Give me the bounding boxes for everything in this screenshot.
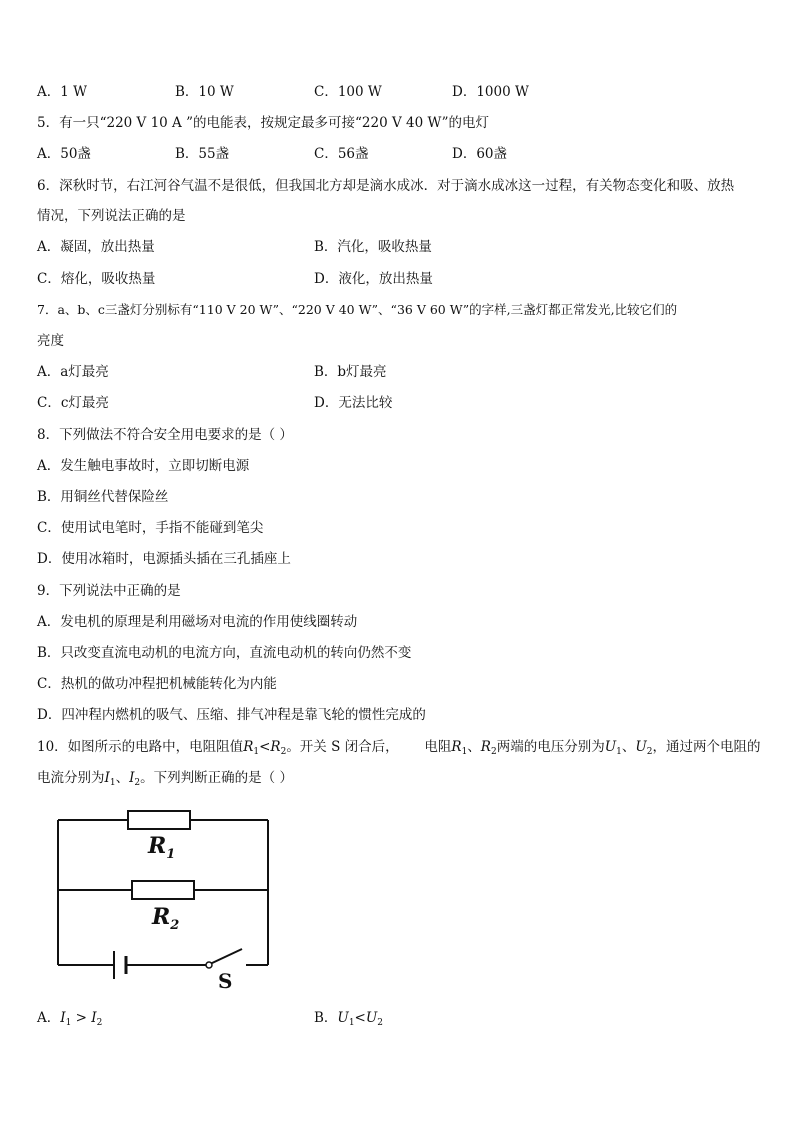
q10-r2-symbol: R xyxy=(270,739,281,755)
q10-stem-line2 xyxy=(37,768,293,793)
q10-comma-2: 、 xyxy=(621,739,636,755)
q6-option-d: D．液化，放出热量 xyxy=(314,271,433,287)
q10-r1-subscript: 1 xyxy=(253,747,260,757)
q4-option-a: A．1 W xyxy=(37,84,88,100)
q7-stem-line1: 7．a、b、c三盏灯分别标有“110 V 20 W”、“220 V 40 W”、“36 V 60 W”的字样,三盏灯都正常发光,比较它们的 xyxy=(37,302,678,317)
q10-i1-subscript: 1 xyxy=(109,778,116,788)
q10-option-a-sub1: 1 xyxy=(65,1018,72,1028)
q10-option-a xyxy=(37,1008,102,1033)
q10-option-b xyxy=(314,1008,383,1033)
q6-option-b: B．汽化，吸收热量 xyxy=(314,239,432,255)
q10-r1b-symbol: R xyxy=(451,739,462,755)
q10-u1-symbol: U xyxy=(604,739,617,755)
q10-r2b-symbol: R xyxy=(480,739,491,755)
q6-stem-line2: 情况，下列说法正确的是 xyxy=(37,208,186,224)
q10-stem-end: ，通过两个电阻的 xyxy=(652,739,761,755)
q5-option-d: D．60盏 xyxy=(452,146,508,162)
q8-option-c: C．使用试电笔时，手指不能碰到笔尖 xyxy=(37,520,264,536)
q7-option-a: A．a灯最亮 xyxy=(37,364,109,380)
q4-option-b: B．10 W xyxy=(175,84,234,100)
r2-resistor xyxy=(132,881,194,899)
r1-resistor xyxy=(128,811,190,829)
q7-stem-line2: 亮度 xyxy=(37,333,64,349)
r2-label-subscript: 2 xyxy=(170,918,180,933)
q7-option-b: B．b灯最亮 xyxy=(314,364,387,380)
q9-option-d: D．四冲程内燃机的吸气、压缩、排气冲程是靠飞轮的惯性完成的 xyxy=(37,707,426,723)
r1-label-subscript: 1 xyxy=(166,847,176,862)
q10-less-than: < xyxy=(259,739,271,755)
q10-option-b-prefix: B． xyxy=(314,1010,338,1026)
q10-u2-symbol: U xyxy=(635,739,647,755)
q10-option-a-prefix: A． xyxy=(37,1010,61,1026)
q10-option-a-gt: > xyxy=(71,1010,92,1026)
q10-i1-symbol: I xyxy=(104,770,110,786)
q5-option-c: C．56盏 xyxy=(314,146,369,162)
q10-option-a-sub2: 2 xyxy=(96,1018,103,1028)
q7-option-c: C．c灯最亮 xyxy=(37,395,109,411)
q10-option-b-u1: U xyxy=(337,1010,349,1026)
q10-r1-symbol: R xyxy=(243,739,254,755)
q10-stem-tail: 两端的电压分别为 xyxy=(496,739,605,755)
q10-option-a-i2: I xyxy=(91,1010,97,1026)
r1-label-letter: R xyxy=(148,833,167,859)
q9-option-b: B．只改变直流电动机的电流方向，直流电动机的转向仍然不变 xyxy=(37,645,412,661)
q10-r1b-subscript: 1 xyxy=(461,747,468,757)
q10-i2-symbol: I xyxy=(129,770,135,786)
q10-stem-line2-end: 。下列判断正确的是（ ） xyxy=(140,770,293,786)
q10-r2b-subscript: 2 xyxy=(490,747,497,757)
r1-label xyxy=(147,833,175,862)
circuit-diagram xyxy=(50,805,280,995)
q4-option-d: D．1000 W xyxy=(452,84,529,100)
q10-option-b-lt: < xyxy=(354,1010,366,1026)
q10-comma: 、 xyxy=(467,739,481,755)
q8-stem: 8．下列做法不符合安全用电要求的是（ ） xyxy=(37,427,293,443)
q10-stem-mid: 。开关 S 闭合后， 电阻 xyxy=(286,739,452,755)
q5-stem: 5．有一只“220 V 10 A ”的电能表，按规定最多可接“220 V 40 W”的电灯 xyxy=(37,115,489,131)
q6-option-a: A．凝固，放出热量 xyxy=(37,239,155,255)
q6-option-c: C．熔化，吸收热量 xyxy=(37,271,156,287)
q10-option-b-sub2: 2 xyxy=(377,1018,383,1028)
switch-label: S xyxy=(218,969,233,993)
q10-option-b-u2: U xyxy=(365,1010,378,1026)
q10-stem-line1 xyxy=(37,737,760,762)
q6-stem-line1: 6．深秋时节，右江河谷气温不是很低，但我国北方却是滴水成冰．对于滴水成冰这一过程，有关物态变化和吸、放热 xyxy=(37,178,735,194)
switch-blade xyxy=(210,949,242,964)
r2-label xyxy=(151,904,179,933)
q10-option-a-i1: I xyxy=(60,1010,66,1026)
q10-u2-subscript: 2 xyxy=(646,747,653,757)
q10-stem-intro: 10．如图所示的电路中，电阻阻值 xyxy=(37,739,244,755)
q9-option-c: C．热机的做功冲程把机械能转化为内能 xyxy=(37,676,277,692)
q8-option-b: B．用铜丝代替保险丝 xyxy=(37,489,169,505)
q9-option-a: A．发电机的原理是利用磁场对电流的作用使线圈转动 xyxy=(37,614,358,630)
q4-option-c: C．100 W xyxy=(314,84,382,100)
q5-option-a: A．50盏 xyxy=(37,146,91,162)
q8-option-d: D．使用冰箱时，电源插头插在三孔插座上 xyxy=(37,551,291,567)
q10-r2-subscript: 2 xyxy=(280,747,287,757)
q10-u1-subscript: 1 xyxy=(616,747,622,757)
q10-i2-subscript: 2 xyxy=(134,778,141,788)
q10-comma-3: 、 xyxy=(115,770,130,786)
q7-option-d: D．无法比较 xyxy=(314,395,393,411)
q9-stem: 9．下列说法中正确的是 xyxy=(37,583,181,599)
switch-pivot xyxy=(206,962,212,968)
q8-option-a: A．发生触电事故时，立即切断电源 xyxy=(37,458,250,474)
r2-label-letter: R xyxy=(152,904,171,930)
q10-option-b-sub1: 1 xyxy=(348,1018,355,1028)
q10-stem-line2-start: 电流分别为 xyxy=(37,770,105,786)
q5-option-b: B．55盏 xyxy=(175,146,230,162)
